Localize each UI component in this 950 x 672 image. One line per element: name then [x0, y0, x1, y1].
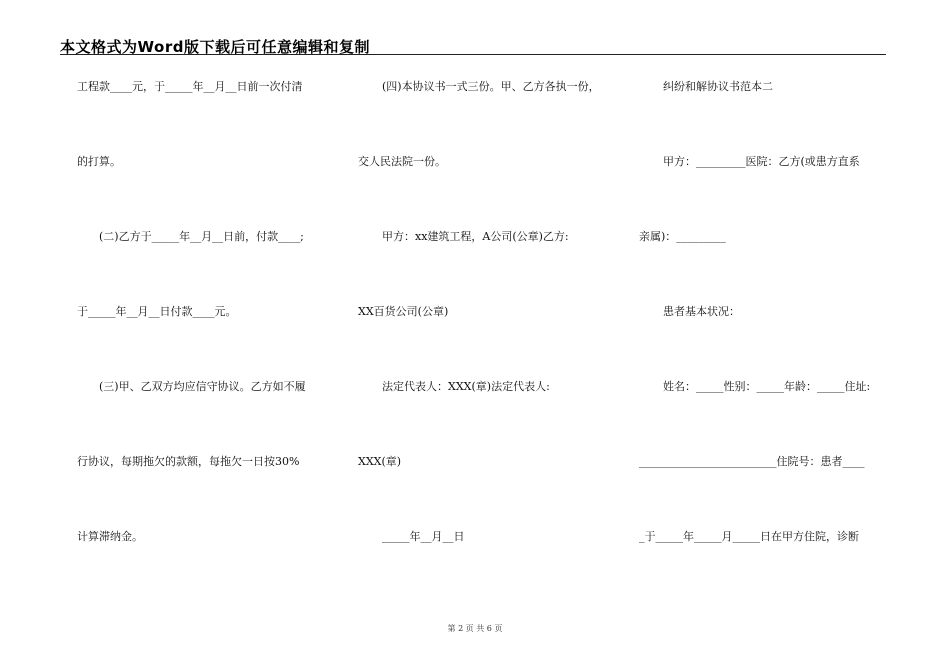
paragraph-line: 亲属)：_________: [639, 230, 726, 243]
document-header-title: 本文格式为Word版下载后可任意编辑和复制: [60, 38, 370, 56]
paragraph-line: 行协议，每期拖欠的款额，每拖欠一日按30%: [77, 455, 300, 468]
paragraph-line: _于_____年_____月_____日在甲方住院，诊断: [639, 530, 859, 543]
paragraph-line: XX百货公司(公章): [358, 305, 449, 318]
paragraph-line: 患者基本状况：: [663, 305, 740, 318]
paragraph-line: 法定代表人：XXX(章)法定代表人:: [382, 380, 550, 393]
paragraph-line: 甲方：xx建筑工程，A公司(公章)乙方:: [382, 230, 569, 243]
paragraph-line: _________________________住院号：患者____: [639, 455, 865, 468]
paragraph-line: 的打算。: [77, 155, 121, 168]
paragraph-line: 姓名：_____性别：_____年龄：_____住址:: [663, 380, 871, 393]
page-number-footer: 第 2 页 共 6 页: [447, 624, 503, 633]
paragraph-line: 计算滞纳金。: [77, 530, 143, 543]
paragraph-line: (二)乙方于_____年__月__日前，付款____;: [99, 230, 304, 243]
paragraph-line: 于_____年__月__日付款____元。: [77, 305, 237, 318]
paragraph-line: 纠纷和解协议书范本二: [663, 80, 773, 93]
header-divider: [60, 54, 886, 55]
paragraph-line: (四)本协议书一式三份。甲、乙方各执一份，: [382, 80, 600, 93]
paragraph-line: 交人民法院一份。: [358, 155, 446, 168]
paragraph-line: _____年__月__日: [382, 530, 465, 543]
paragraph-line: (三)甲、乙双方均应信守协议。乙方如不履: [99, 380, 306, 393]
paragraph-line: 工程款____元，于_____年__月__日前一次付清: [77, 80, 303, 93]
paragraph-line: XXX(章): [358, 455, 402, 468]
paragraph-line: 甲方：_________医院：乙方(或患方直系: [663, 155, 860, 168]
